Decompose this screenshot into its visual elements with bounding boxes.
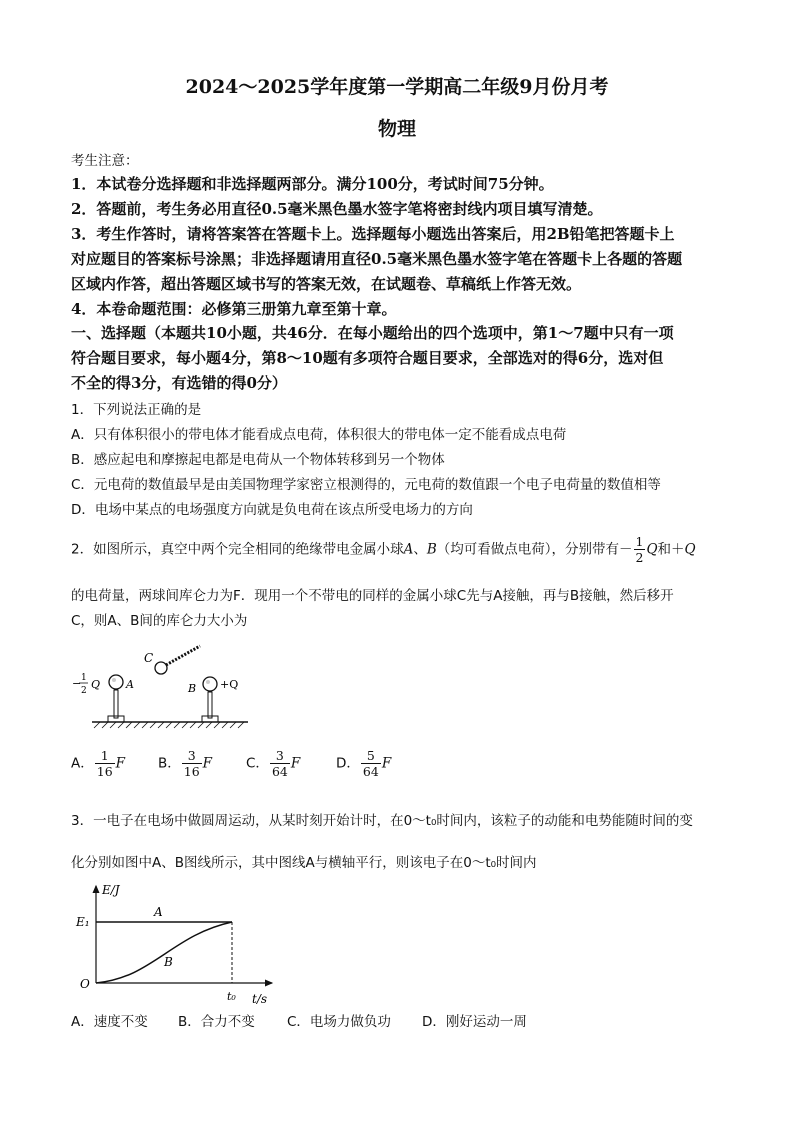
- notice-item: 对应题目的答案标号涂黑；非选择题请用直径0.5毫米黑色墨水签字笔在答题卡上各题的答题: [71, 250, 683, 268]
- notice-item: 3．考生作答时，请将答案答在答题卡上。选择题每小题选出答案后，用2B铅笔把答题卡上: [71, 225, 675, 243]
- q3-graph: [72, 880, 282, 1005]
- curve-a-label: A: [154, 905, 163, 919]
- stand-b: [208, 692, 212, 718]
- fraction-numerator: 3: [270, 748, 290, 764]
- notice-item: 2．答题前，考生务必用直径0.5毫米黑色墨水签字笔将密封线内项目填写清楚。: [71, 200, 603, 218]
- fraction-numerator: 5: [361, 748, 381, 764]
- q2-option-b: [158, 748, 212, 779]
- e1-label: E₁: [76, 915, 90, 929]
- q2-sep: 、: [413, 541, 427, 558]
- option-unit: F: [115, 755, 126, 772]
- option-fraction: [95, 748, 115, 779]
- q1-stem: 1．下列说法正确的是: [71, 402, 202, 418]
- fraction-denominator: 64: [362, 764, 379, 779]
- notice-item: 4．本卷命题范围：必修第三册第九章至第十章。: [71, 300, 397, 318]
- label-plus-q: +Q: [220, 678, 239, 691]
- q3-stem-line1: 3．一电子在电场中做圆周运动，从某时刻开始计时，在0～t₀时间内，该粒子的动能和电势能随时间的变: [71, 813, 693, 829]
- fraction-numerator: 1: [635, 534, 644, 549]
- option-fraction: [270, 748, 290, 779]
- y-axis-label: E/J: [102, 883, 120, 897]
- q1-option-a: A．只有体积很小的带电体才能看成点电荷，体积很大的带电体一定不能看成点电荷: [71, 427, 567, 443]
- q3-option-d: D．刚好运动一周: [422, 1014, 527, 1030]
- q1-option-b: B．感应起电和摩擦起电都是电荷从一个物体转移到另一个物体: [71, 452, 445, 468]
- ball-a-highlight: [112, 678, 116, 682]
- label-b: B: [188, 682, 197, 695]
- label-c: C: [144, 651, 154, 665]
- q2-charge-q: Q: [646, 541, 658, 558]
- fraction-denominator: 64: [271, 764, 288, 779]
- q1-option-c: C．元电荷的数值最早是由美国物理学家密立根测得的，元电荷的数值跟一个电子电荷量的数值相等: [71, 477, 661, 493]
- notice-item: 1．本试卷分选择题和非选择题两部分。满分100分，考试时间75分钟。: [71, 175, 554, 193]
- q2-and-text: 和＋: [657, 541, 685, 558]
- q2-stem-line2: 的电荷量，两球间库仑力为F．现用一个不带电的同样的金属小球C先与A接触，再与B接触，然后移开: [71, 588, 674, 604]
- q2-ball-a: A: [403, 541, 414, 558]
- ball-b-highlight: [206, 680, 210, 684]
- section-instructions: 一、选择题（本题共10小题，共46分．在每小题给出的四个选项中，第1～7题中只有一项: [71, 324, 674, 342]
- fraction-numerator: 1: [95, 748, 115, 764]
- x-axis-label: t/s: [252, 992, 268, 1005]
- label-minus: −: [72, 677, 82, 690]
- ball-a: [109, 675, 123, 689]
- q3-option-a: A．速度不变: [71, 1014, 148, 1030]
- label-half-num: 1: [81, 673, 87, 683]
- origin-label: O: [80, 977, 90, 991]
- q2-figure: [68, 640, 268, 730]
- q2-stem-text: 2．如图所示，真空中两个完全相同的绝缘带电金属小球: [71, 541, 404, 558]
- label-half-den: 2: [81, 686, 87, 696]
- stand-a: [114, 690, 118, 718]
- label-q-left: Q: [91, 678, 101, 691]
- fraction-denominator: 16: [96, 764, 113, 779]
- curve-b: [96, 922, 232, 983]
- q1-option-d: D．电场中某点的电场强度方向就是负电荷在该点所受电场力的方向: [71, 502, 473, 518]
- q2-charge-q: Q: [684, 541, 696, 558]
- option-fraction: [182, 748, 202, 779]
- curve-b-label: B: [164, 955, 173, 969]
- fraction-denominator: 16: [183, 764, 200, 779]
- q2-stem-line3: C，则A、B间的库仑力大小为: [71, 613, 248, 629]
- option-fraction: [361, 748, 381, 779]
- q2-half-fraction: [634, 534, 646, 565]
- q3-stem-line2: 化分别如图中A、B图线所示，其中图线A与横轴平行，则该电子在0～t₀时间内: [71, 855, 537, 871]
- option-unit: F: [290, 755, 301, 772]
- q2-stem-text: （均可看做点电荷），分别带有－: [436, 541, 633, 558]
- option-unit: F: [381, 755, 392, 772]
- notice-item: 区域内作答，超出答题区域书写的答案无效，在试题卷、草稿纸上作答无效。: [71, 275, 582, 293]
- option-letter: B．: [158, 755, 181, 772]
- stand-b-base: [202, 716, 218, 722]
- stand-a-base: [108, 716, 124, 722]
- ball-b: [203, 677, 217, 691]
- q2-option-c: [246, 748, 300, 779]
- t0-label: t₀: [227, 990, 236, 1003]
- section-instructions: 符合题目要求，每小题4分，第8～10题有多项符合题目要求，全部选对的得6分，选对但: [71, 349, 664, 367]
- option-letter: A．: [71, 755, 94, 772]
- label-a: A: [126, 678, 134, 691]
- subject-title: 物理: [377, 118, 416, 140]
- q3-option-c: C．电场力做负功: [287, 1014, 391, 1030]
- ball-c: [155, 662, 167, 674]
- ball-c-handle: [166, 646, 200, 665]
- q3-option-b: B．合力不变: [178, 1014, 255, 1030]
- q2-ball-b: B: [426, 541, 437, 558]
- option-letter: D．: [336, 755, 360, 772]
- section-instructions: 不全的得3分，有选错的得0分）: [71, 374, 287, 392]
- fraction-numerator: 3: [182, 748, 202, 764]
- notice-heading: 考生注意：: [71, 153, 139, 169]
- exam-title: 2024～2025学年度第一学期高二年级9月份月考: [185, 76, 609, 98]
- fraction-denominator: 2: [635, 550, 644, 565]
- option-unit: F: [202, 755, 213, 772]
- q2-option-a: [71, 748, 125, 779]
- q2-stem-line1: [71, 534, 696, 565]
- option-letter: C．: [246, 755, 269, 772]
- q2-option-d: [336, 748, 391, 779]
- ground-hatching: [94, 722, 244, 728]
